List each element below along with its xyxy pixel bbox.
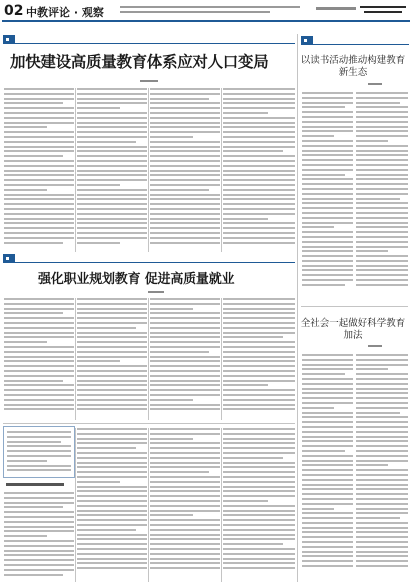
side-bottom-column-2: [356, 354, 408, 582]
bottom-column-4: [223, 428, 295, 582]
boxed-item: [3, 426, 75, 478]
column-rule: [221, 428, 222, 582]
side-top-column-2: [356, 92, 408, 302]
main-headline: 加快建设高质量教育体系应对人口变局: [10, 53, 269, 71]
column-rule: [221, 298, 222, 420]
page-number: 02: [4, 3, 24, 19]
middle-author: [148, 291, 164, 293]
main-column-4: [223, 88, 295, 256]
bottom-subheadline: [6, 483, 64, 486]
middle-column-4: [223, 298, 295, 420]
tag-rule: [3, 43, 295, 44]
side-bottom-column-1: [302, 354, 353, 582]
side-divider: [301, 306, 408, 307]
column-rule: [221, 88, 222, 252]
main-column-3: [150, 88, 220, 256]
side-column-divider: [297, 34, 298, 582]
main-column-1: [4, 88, 74, 256]
side-bottom-headline: 全社会一起做好科学教育加法: [300, 318, 406, 341]
section-divider: [3, 423, 295, 424]
side-bottom-author: [368, 345, 382, 347]
section-name: 中教评论 · 观察: [26, 6, 104, 19]
issue-date: [316, 7, 356, 10]
middle-column-2: [77, 298, 147, 420]
main-column-2: [77, 88, 147, 256]
column-rule: [75, 428, 76, 582]
tag-rule: [301, 44, 409, 45]
middle-headline: 强化职业规划教育 促进高质量就业: [38, 272, 235, 287]
column-rule: [75, 298, 76, 420]
masthead-meta: [120, 5, 320, 15]
main-author: [140, 80, 158, 82]
bottom-column-1: [4, 492, 74, 582]
side-top-author: [368, 83, 382, 85]
column-rule: [148, 88, 149, 252]
column-rule: [75, 88, 76, 252]
tag-rule: [3, 262, 295, 263]
middle-column-3: [150, 298, 220, 420]
bottom-column-2: [77, 428, 147, 582]
column-rule: [148, 298, 149, 420]
paper-logo: [360, 4, 408, 16]
masthead-rule: [2, 20, 410, 22]
bottom-column-3: [150, 428, 220, 582]
side-top-headline: 以读书活动推动构建教育新生态: [300, 55, 406, 78]
middle-column-1: [4, 298, 74, 420]
column-rule: [148, 428, 149, 582]
side-top-column-1: [302, 92, 353, 302]
